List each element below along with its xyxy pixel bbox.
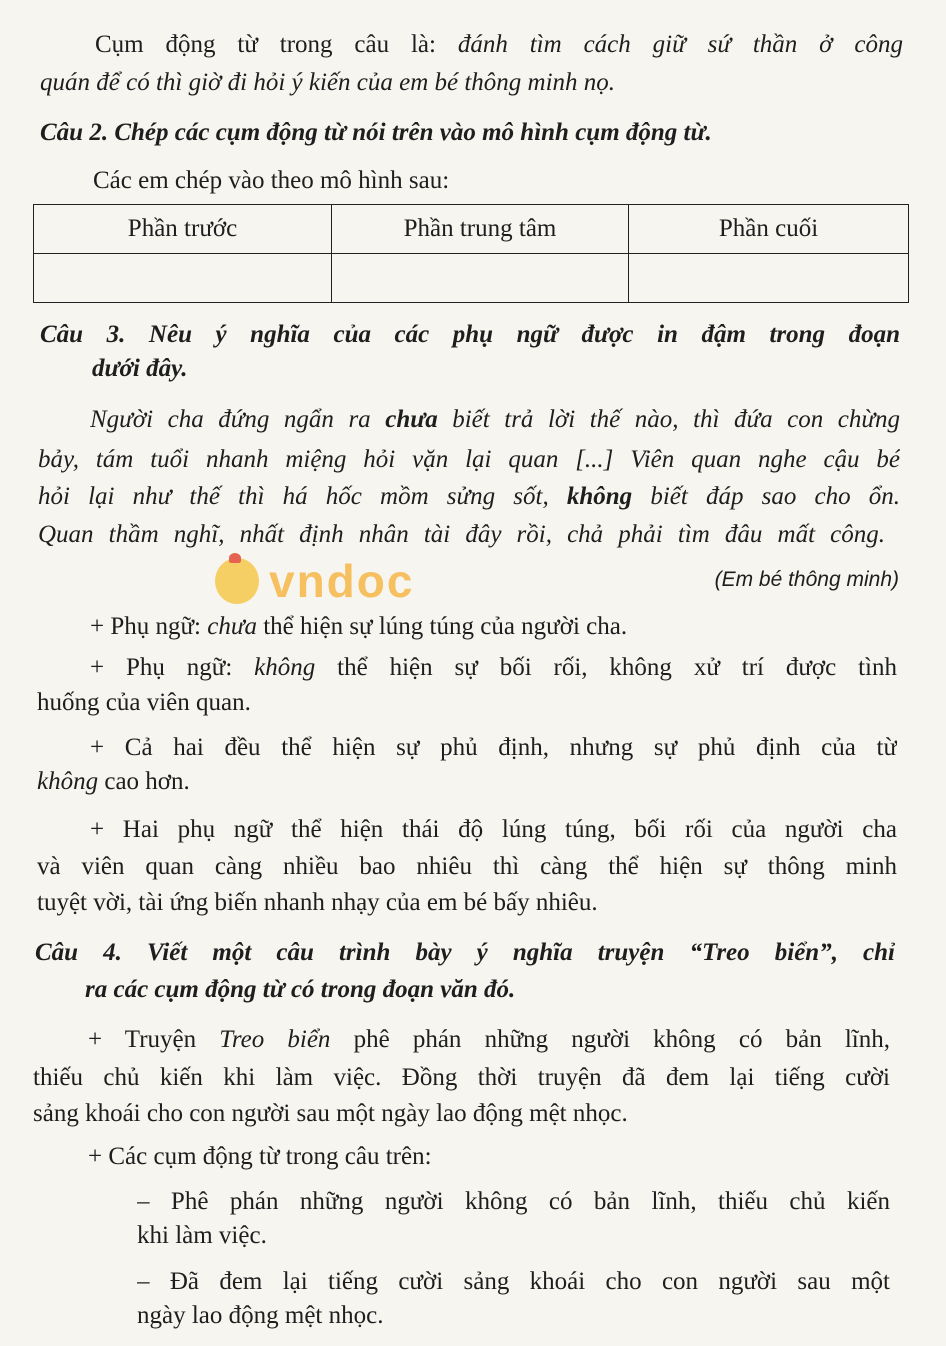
- vndoc-watermark-logo: [215, 555, 414, 607]
- answer-text: thể hiện sự lúng túng của người cha.: [256, 613, 628, 640]
- story-title: Treo biển: [219, 1026, 331, 1053]
- q4-answer-1-line-2: thiếu chủ kiến khi làm việc. Đồng thời truyện đã đem lại tiếng cười: [33, 1064, 890, 1091]
- answer-3: + Cả hai đều thể hiện sự phủ định, nhưng sự phủ định của từ: [90, 734, 897, 761]
- verb-phrase-item-2: – Đã đem lại tiếng cười sảng khoái cho con người sau một: [137, 1268, 890, 1295]
- answer-4: + Hai phụ ngữ thể hiện thái độ lúng túng, bối rối của người cha: [90, 816, 897, 843]
- answer-3-line-2: [37, 765, 190, 799]
- verb-phrase-item-1-line-2: khi làm việc.: [137, 1222, 267, 1249]
- verb-phrase-model-table: [33, 204, 909, 303]
- bold-word: không: [566, 483, 633, 510]
- cell-empty: [629, 254, 909, 303]
- verb-phrase-item-2-line-2: ngày lao động mệt nhọc.: [137, 1302, 384, 1329]
- answer-text: + Phụ ngữ:: [90, 613, 208, 640]
- answer-text: + Phụ ngữ:: [90, 654, 255, 681]
- question-3-title: Câu 3. Nêu ý nghĩa của các phụ ngữ được in đậm trong đoạn: [40, 321, 900, 348]
- question-2-instruction: Các em chép vào theo mô hình sau:: [93, 167, 450, 194]
- passage-text: hỏi lại như thế thì há hốc mồm sửng sốt,: [38, 483, 567, 510]
- passage-text: Người cha đứng ngẩn ra: [90, 406, 386, 433]
- passage-line-3: [38, 480, 900, 514]
- cell-empty: [34, 254, 332, 303]
- question-3-title-2: dưới đây.: [92, 355, 188, 382]
- header-phan-cuoi: Phần cuối: [629, 205, 909, 254]
- italic-word: không: [37, 768, 99, 795]
- answer-text: + Truyện: [88, 1026, 220, 1053]
- answer-text: thể hiện sự bối rối, không xử trí được tình: [315, 654, 897, 681]
- passage-line-1: [90, 403, 900, 437]
- italic-word: chưa: [207, 613, 257, 640]
- italic-word: không: [254, 654, 316, 681]
- cell-empty: [332, 254, 629, 303]
- passage-text: biết trả lời thế nào, thì đứa con chừng: [437, 406, 900, 433]
- q4-answer-2: + Các cụm động từ trong câu trên:: [88, 1143, 432, 1170]
- intro-text: Cụm động từ trong câu là:: [95, 31, 458, 58]
- answer-text: cao hơn.: [98, 768, 190, 795]
- header-phan-truoc: Phần trước: [34, 205, 332, 254]
- passage-source: (Em bé thông minh): [714, 568, 899, 591]
- verb-phrase-item-1: – Phê phán những người không có bản lĩnh, thiếu chủ kiến: [137, 1188, 890, 1215]
- passage-text: biết đáp sao cho ổn.: [632, 483, 900, 510]
- bold-word: chưa: [385, 406, 438, 433]
- q4-answer-1: [88, 1023, 890, 1057]
- answer-4-line-3: tuyệt vời, tài ứng biến nhanh nhạy của em bé bấy nhiêu.: [37, 889, 598, 916]
- passage-line-4: Quan thầm nghĩ, nhất định nhân tài đây rồi, chả phải tìm đâu mất công.: [38, 521, 885, 548]
- question-4-title-2: ra các cụm động từ có trong đoạn văn đó.: [85, 976, 516, 1003]
- passage-line-2: bảy, tám tuổi nhanh miệng hỏi vặn lại quan [...] Viên quan nghe cậu bé: [38, 446, 900, 473]
- q4-answer-1-line-3: sảng khoái cho con người sau một ngày lao động mệt nhọc.: [33, 1100, 628, 1127]
- answer-1: [90, 610, 627, 644]
- intro-line-1: [95, 28, 903, 62]
- answer-2: [90, 651, 897, 685]
- answer-4-line-2: và viên quan càng nhiều bao nhiêu thì càng thể hiện sự thông minh: [37, 853, 897, 880]
- answer-text: phê phán những người không có bản lĩnh,: [330, 1026, 890, 1053]
- answer-2-line-2: huống của viên quan.: [37, 689, 251, 716]
- header-phan-trung-tam: Phần trung tâm: [332, 205, 629, 254]
- watermark-text: vndoc: [269, 555, 415, 607]
- intro-line-2: quán để có thì giờ đi hỏi ý kiến của em bé thông minh nọ.: [40, 69, 616, 96]
- question-4-title: Câu 4. Viết một câu trình bày ý nghĩa truyện “Treo biển”, chỉ: [35, 939, 895, 966]
- chick-mascot-icon: [215, 558, 259, 604]
- question-2-title: Câu 2. Chép các cụm động từ nói trên vào mô hình cụm động từ.: [40, 119, 712, 146]
- verb-phrase: đánh tìm cách giữ sứ thần ở công: [457, 31, 903, 58]
